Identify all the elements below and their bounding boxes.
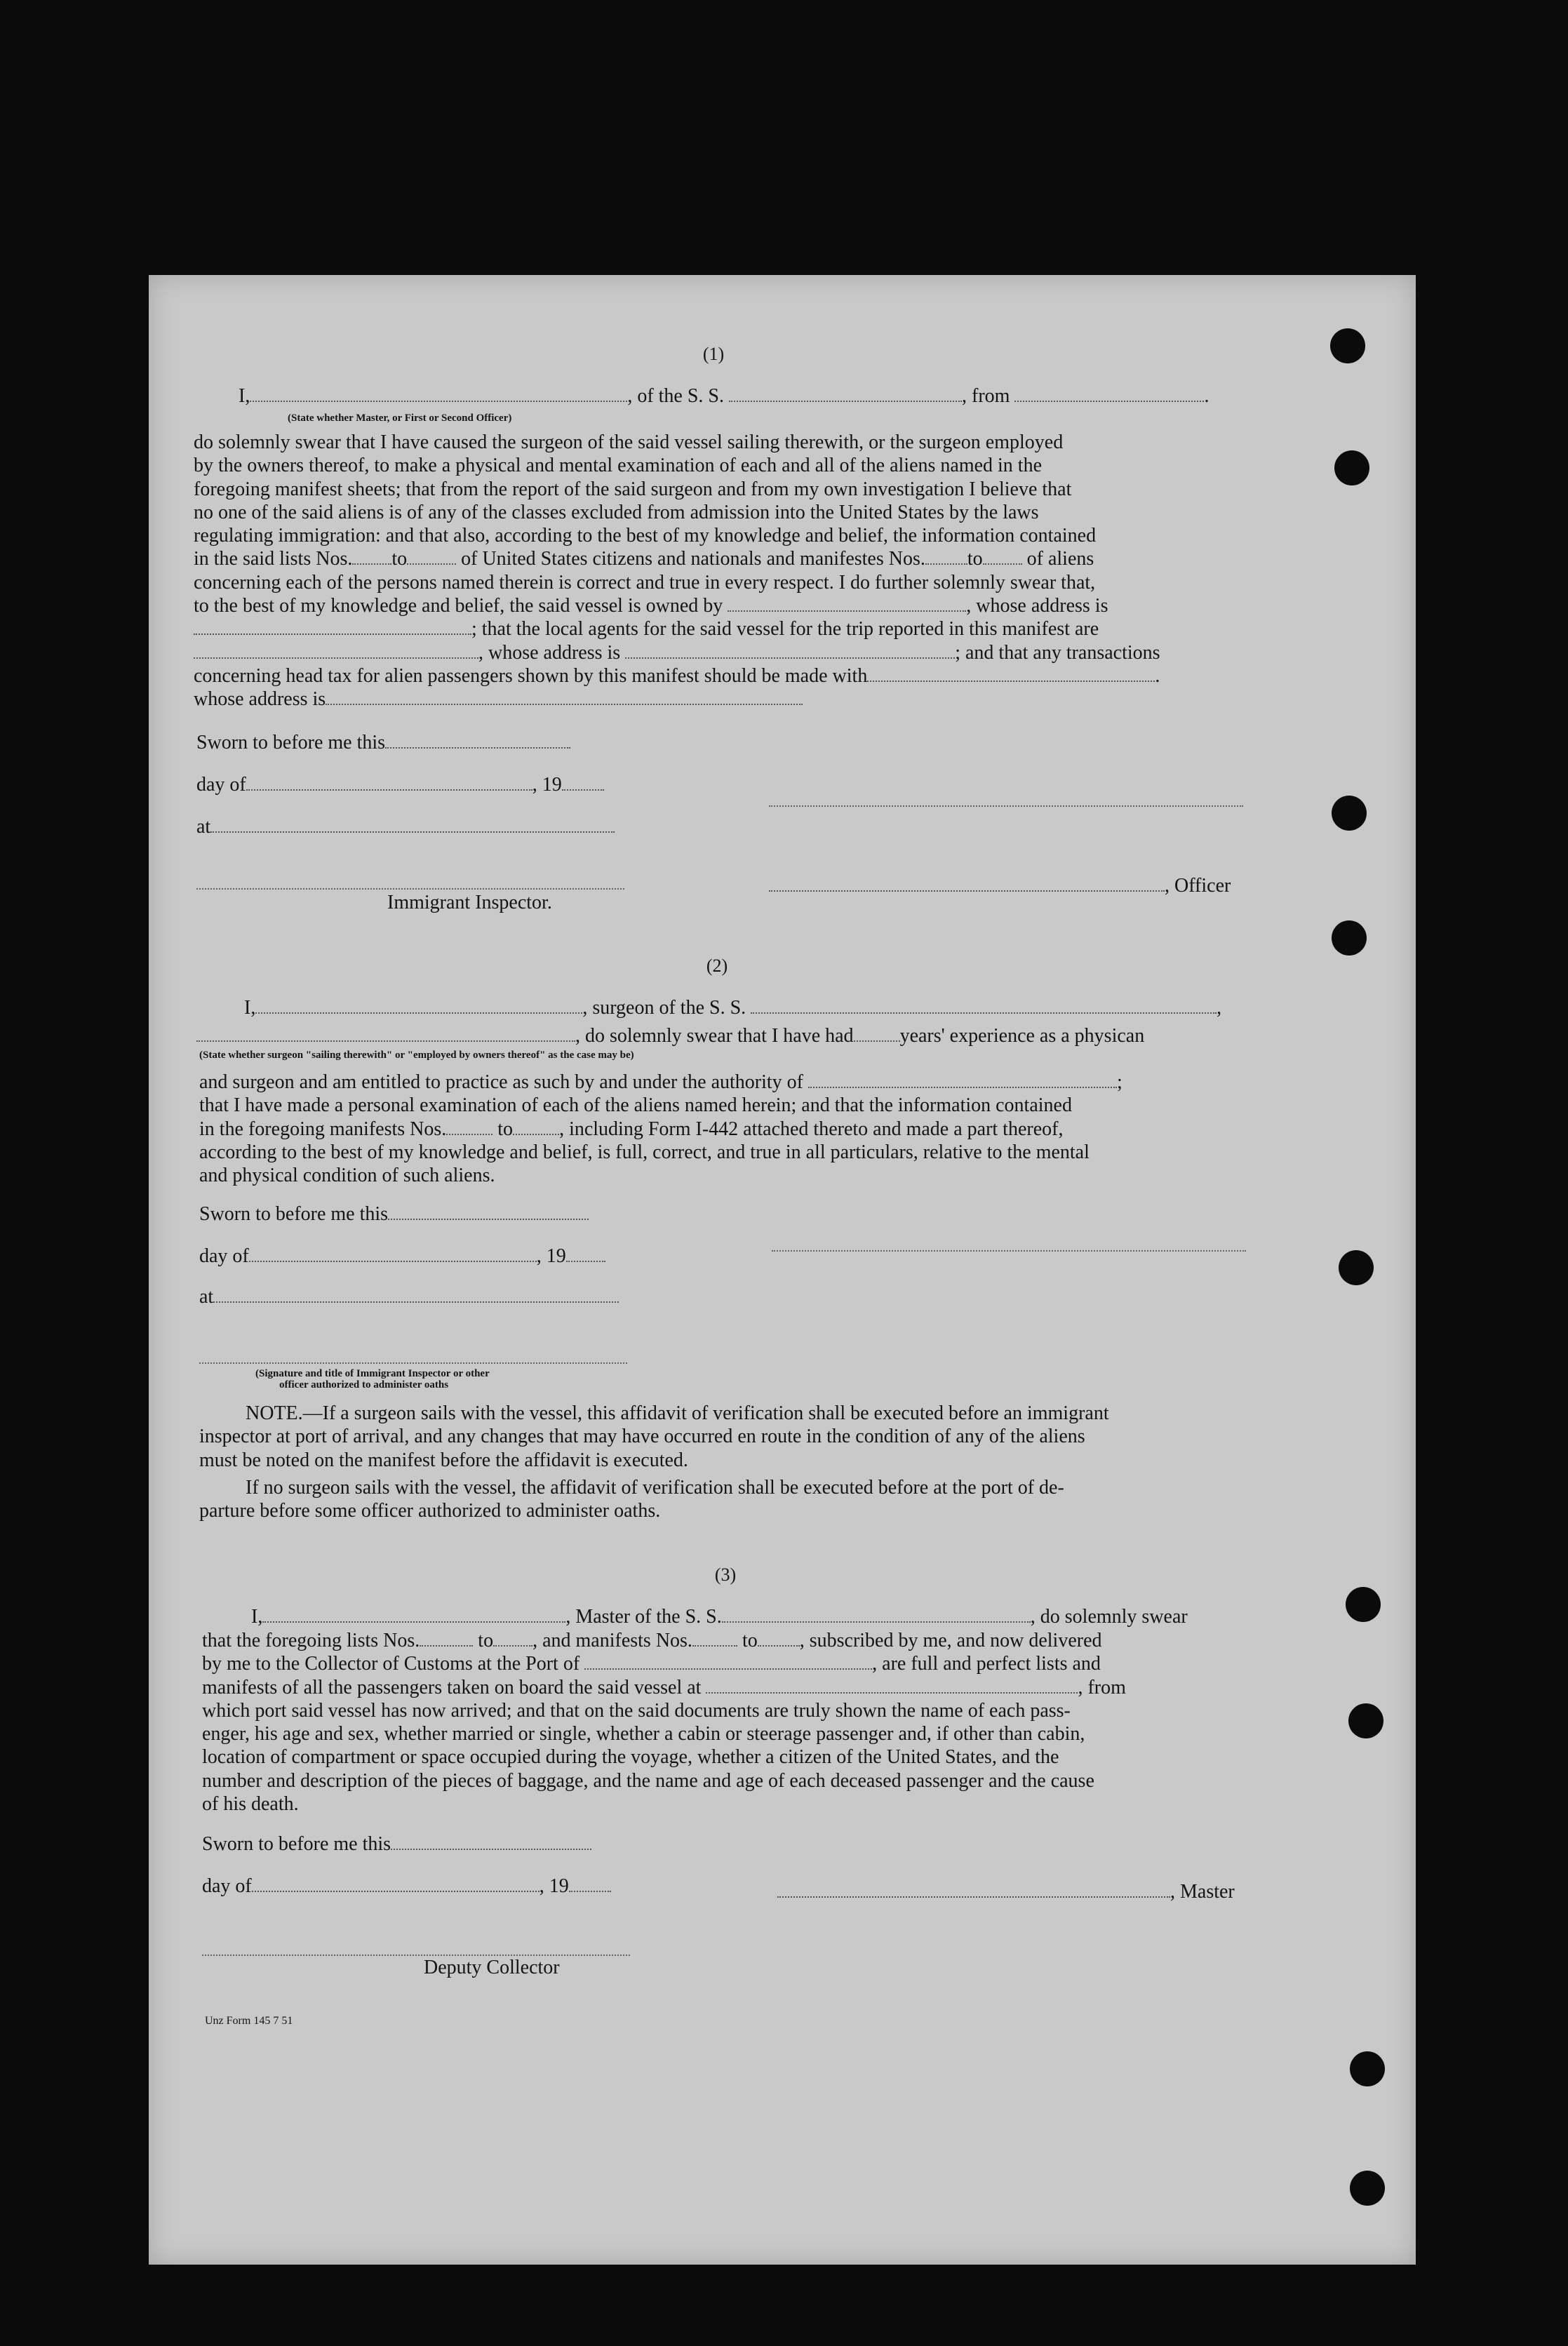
- officer-note: (State whether Master, or First or Second Officer): [288, 413, 512, 424]
- s2-line-1: I, , surgeon of the S. S. ,: [244, 997, 1222, 1019]
- s2-note-1: NOTE.—If a surgeon sails with the vessel, this affidavit of verification shall be executed before an immigrant inspector at port of arrival, and any changes that may have occurred en route in the condition of any of the aliens must be noted on the manifest before the affidavit is executed.: [199, 1402, 1109, 1471]
- punch-hole: [1332, 920, 1367, 956]
- punch-hole: [1350, 2051, 1385, 2086]
- punch-hole: [1334, 450, 1369, 485]
- form-page: [149, 275, 1416, 2265]
- s2-line-2: , do solemnly swear that I have had years' experience as a physican: [196, 1024, 1144, 1048]
- s2-officer-signature-line: [199, 1362, 627, 1364]
- s3-sworn: Sworn to before me this: [202, 1832, 591, 1856]
- s3-paragraph: that the foregoing lists Nos. to , and manifests Nos. to , subscribed by me, and now delivered by me to the Collector of Customs at the Port of , are full and perfect lists and manifests of all the passengers taken on board the said vessel at , from which port said vessel has now arrived; and that on the said documents are truly shown the name of each pass- enger, his age and sex, whether married or single, whether a cabin or steerage passenger and, if other than cabin, location of compartment or space occupied during the voyage, whether a citizen of the United States, and the number and description of the pieces of baggage, and the name and age of each deceased passenger and the cause of his death.: [202, 1630, 1126, 1816]
- s3-master: , Master: [777, 1880, 1235, 1904]
- section-2-number: (2): [706, 956, 728, 976]
- s2-day-of: day of , 19: [199, 1245, 605, 1268]
- punch-hole: [1330, 328, 1365, 363]
- form-number: Unz Form 145 7 51: [205, 2015, 293, 2027]
- s1-officer: , Officer: [769, 874, 1231, 898]
- punch-hole: [1339, 1250, 1374, 1285]
- s1-officer-signature-line: [769, 805, 1243, 807]
- s3-deputy: Deputy Collector: [424, 1957, 560, 1978]
- punch-hole: [1350, 2171, 1385, 2206]
- s3-line-1: I, , Master of the S. S. , do solemnly swear: [251, 1606, 1188, 1628]
- s2-surgeon-note: (State whether surgeon "sailing therewith" or "employed by owners thereof" as the case may be): [199, 1050, 634, 1061]
- s1-line-1: I, , of the S. S. , from .: [239, 385, 1209, 407]
- s2-surgeon-signature-line: [772, 1250, 1246, 1252]
- punch-hole: [1346, 1587, 1381, 1622]
- s1-paragraph: do solemnly swear that I have caused the surgeon of the said vessel sailing therewith, or the surgeon employed by the owners thereof, to make a physical and mental examination of each and all of the aliens named in the foregoing manifest sheets; that from the report of the said surgeon and from my own investigation I believe that no one of the said aliens is of any of the classes excluded from admission into the United States by the laws regulating immigration: and that also, according to the best of my knowledge and belief, the information contained in the said lists Nos. to of United States citizens and nationals and manifestes Nos. to of aliens concerning each of the persons named therein is correct and true in every respect. I do further solemnly swear that, to the best of my knowledge and belief, the said vessel is owned by , whose address is ; that the local agents for the said vessel for the trip reported in this manifest are , whose address is ; and that any transactions concerning head tax for alien passengers shown by this manifest should be made with . whose address is: [194, 431, 1160, 711]
- punch-hole: [1348, 1703, 1383, 1738]
- s2-sig-note-2: officer authorized to administer oaths: [279, 1379, 449, 1390]
- s1-inspector-signature-line: [196, 888, 624, 890]
- punch-hole: [1332, 796, 1367, 831]
- s2-note-2: If no surgeon sails with the vessel, the affidavit of verification shall be executed before at the port of de- parture before some officer authorized to administer oaths.: [199, 1477, 1064, 1522]
- s2-at: at: [199, 1285, 619, 1309]
- s2-paragraph: and surgeon and am entitled to practice as such by and under the authority of ; that I have made a personal examination of each of the aliens named herein; and that the information contained in the foregoing manifests Nos. to , including Form I-442 attached thereto and made a part thereof, according to the best of my knowledge and belief, is full, correct, and true in all particulars, relative to the mental and physical condition of such aliens.: [199, 1071, 1123, 1187]
- s1-sworn: Sworn to before me this: [196, 731, 570, 755]
- section-1-number: (1): [702, 344, 725, 364]
- s3-day-of: day of , 19: [202, 1875, 611, 1898]
- s1-inspector: Immigrant Inspector.: [387, 892, 552, 913]
- s3-collector-signature-line: [202, 1955, 630, 1956]
- section-3-number: (3): [714, 1564, 737, 1585]
- s1-at: at: [196, 815, 615, 839]
- s2-sig-note-1: (Signature and title of Immigrant Inspector or other: [255, 1368, 490, 1379]
- s1-day-of: day of , 19: [196, 773, 604, 797]
- s2-sworn: Sworn to before me this: [199, 1202, 589, 1226]
